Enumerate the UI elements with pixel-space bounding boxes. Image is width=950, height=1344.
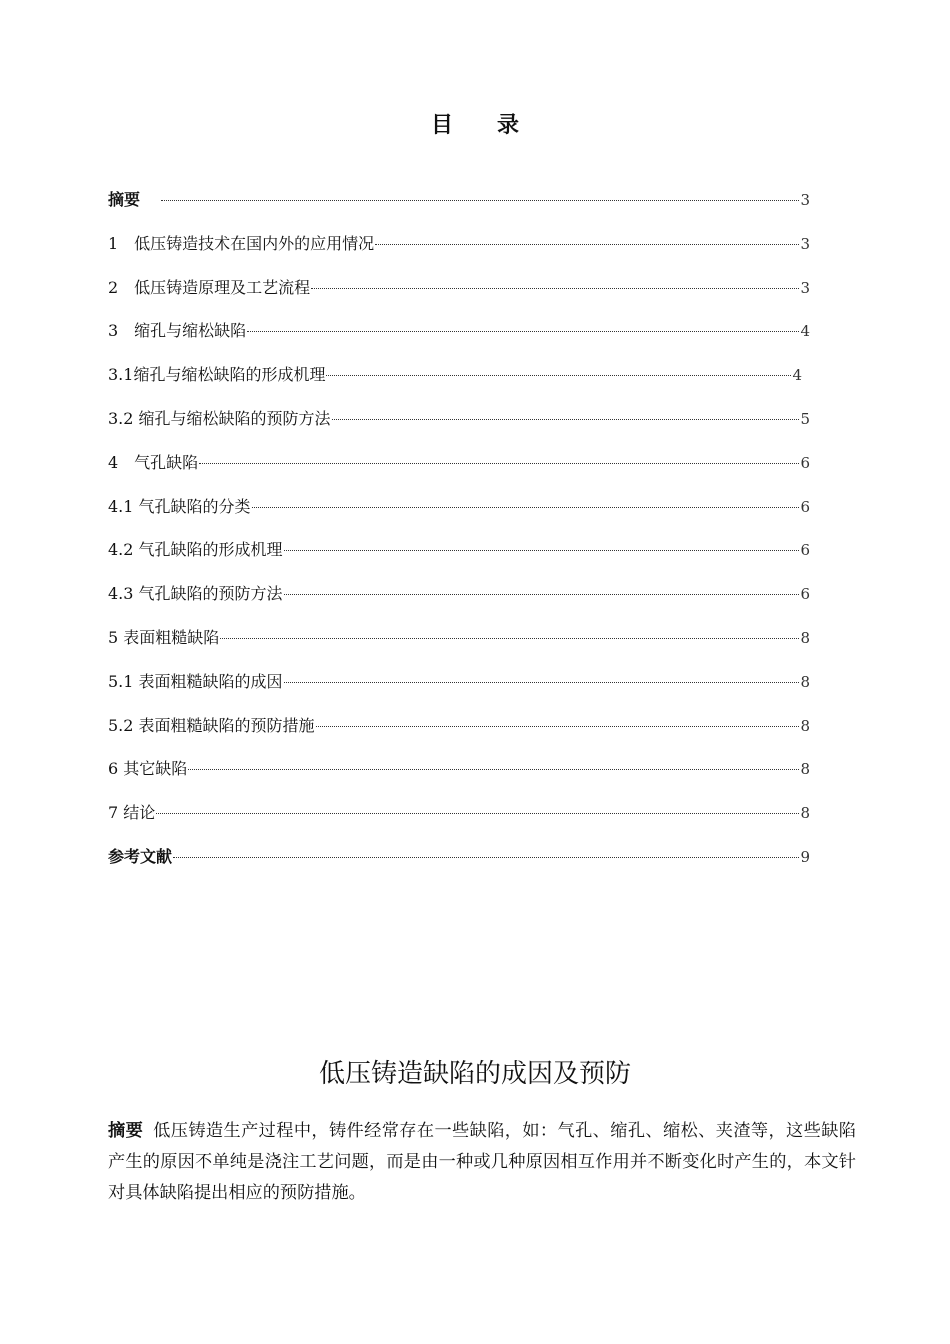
- toc-entry-page: 9: [800, 847, 810, 866]
- toc-entry-page: 5: [800, 409, 810, 428]
- toc-entry-label: 7 结论: [108, 803, 156, 823]
- toc-entry-page: 8: [800, 628, 810, 647]
- toc-entry-6[interactable]: [108, 755, 810, 799]
- toc-leader-dots: [247, 331, 799, 332]
- toc-entry-page: 3: [800, 234, 810, 253]
- abstract-paragraph: [108, 1116, 856, 1209]
- toc-leader-dots: [284, 550, 800, 551]
- toc-entry-3-2[interactable]: [108, 405, 810, 449]
- toc-entry-page: 4: [800, 322, 810, 341]
- toc-entry-page: 3: [800, 278, 810, 297]
- toc-entry-4-2[interactable]: [108, 536, 810, 580]
- toc-entry-3[interactable]: [108, 317, 810, 361]
- toc-entry-label: 参考文献: [108, 846, 173, 866]
- toc-leader-dots: [252, 507, 800, 508]
- toc-entry-label: 4.2 气孔缺陷的形成机理: [108, 540, 283, 560]
- toc-entry-label: 3 缩孔与缩松缺陷: [108, 321, 247, 341]
- toc-entry-label: 3.2 缩孔与缩松缺陷的预防方法: [108, 408, 331, 428]
- toc-entry-5-1[interactable]: [108, 668, 810, 712]
- toc-entry-4[interactable]: [108, 449, 810, 493]
- toc-entry-label: 4 气孔缺陷: [108, 452, 199, 472]
- toc-leader-dots: [161, 200, 799, 201]
- table-of-contents: [108, 186, 810, 887]
- toc-entry-label: 5.1 表面粗糙缺陷的成因: [108, 671, 283, 691]
- toc-leader-dots: [173, 857, 799, 858]
- abstract-label: 摘要: [108, 1121, 144, 1141]
- toc-entry-abstract[interactable]: [108, 186, 810, 230]
- toc-entry-page: 8: [800, 716, 810, 735]
- toc-entry-1[interactable]: [108, 230, 810, 274]
- toc-entry-label: 5.2 表面粗糙缺陷的预防措施: [108, 715, 315, 735]
- toc-entry-label: 1 低压铸造技术在国内外的应用情况: [108, 233, 375, 253]
- toc-leader-dots: [284, 594, 800, 595]
- toc-entry-5[interactable]: [108, 624, 810, 668]
- toc-entry-4-3[interactable]: [108, 580, 810, 624]
- toc-leader-dots: [220, 638, 799, 639]
- toc-entry-page: 6: [800, 453, 810, 472]
- abstract-text: 低压铸造生产过程中，铸件经常存在一些缺陷，如：气孔、缩孔、缩松、夹渣等，这些缺陷产生的原因不单纯是浇注工艺问题，而是由一种或几种原因相互作用并不断变化时产生的，本文针对具体缺陷提出相应的预防措施。: [108, 1121, 856, 1203]
- document-title: 低压铸造缺陷的成因及预防: [318, 1059, 631, 1090]
- toc-entry-page: 8: [800, 672, 810, 691]
- toc-entry-7[interactable]: [108, 799, 810, 843]
- toc-entry-4-1[interactable]: [108, 493, 810, 537]
- toc-entry-page: 8: [800, 760, 810, 779]
- toc-entry-2[interactable]: [108, 274, 810, 318]
- toc-entry-5-2[interactable]: [108, 712, 810, 756]
- toc-entry-page: 6: [800, 541, 810, 560]
- toc-entry-3-1[interactable]: [108, 361, 810, 405]
- toc-entry-references[interactable]: [108, 843, 810, 887]
- toc-entry-label: 4.3 气孔缺陷的预防方法: [108, 584, 283, 604]
- toc-leader-dots: [199, 463, 799, 464]
- toc-leader-dots: [156, 813, 799, 814]
- toc-title: 目 录: [430, 112, 519, 138]
- toc-entry-label: 摘要: [108, 190, 141, 209]
- toc-leader-dots: [375, 244, 799, 245]
- toc-entry-label: 2 低压铸造原理及工艺流程: [108, 277, 311, 297]
- toc-entry-page: 6: [800, 585, 810, 604]
- toc-leader-dots: [332, 419, 800, 420]
- toc-entry-page: 3: [800, 191, 810, 209]
- toc-entry-page: 4: [792, 366, 802, 385]
- toc-leader-dots: [316, 726, 800, 727]
- toc-leader-dots: [284, 682, 800, 683]
- toc-entry-label: 3.1缩孔与缩松缺陷的形成机理: [108, 365, 326, 385]
- toc-entry-label: 5 表面粗糙缺陷: [108, 627, 220, 647]
- toc-leader-dots: [326, 375, 791, 376]
- toc-entry-label: 4.1 气孔缺陷的分类: [108, 496, 251, 516]
- toc-leader-dots: [188, 769, 799, 770]
- toc-leader-dots: [311, 288, 799, 289]
- toc-entry-page: 8: [800, 804, 810, 823]
- toc-entry-page: 6: [800, 497, 810, 516]
- toc-entry-label: 6 其它缺陷: [108, 759, 188, 779]
